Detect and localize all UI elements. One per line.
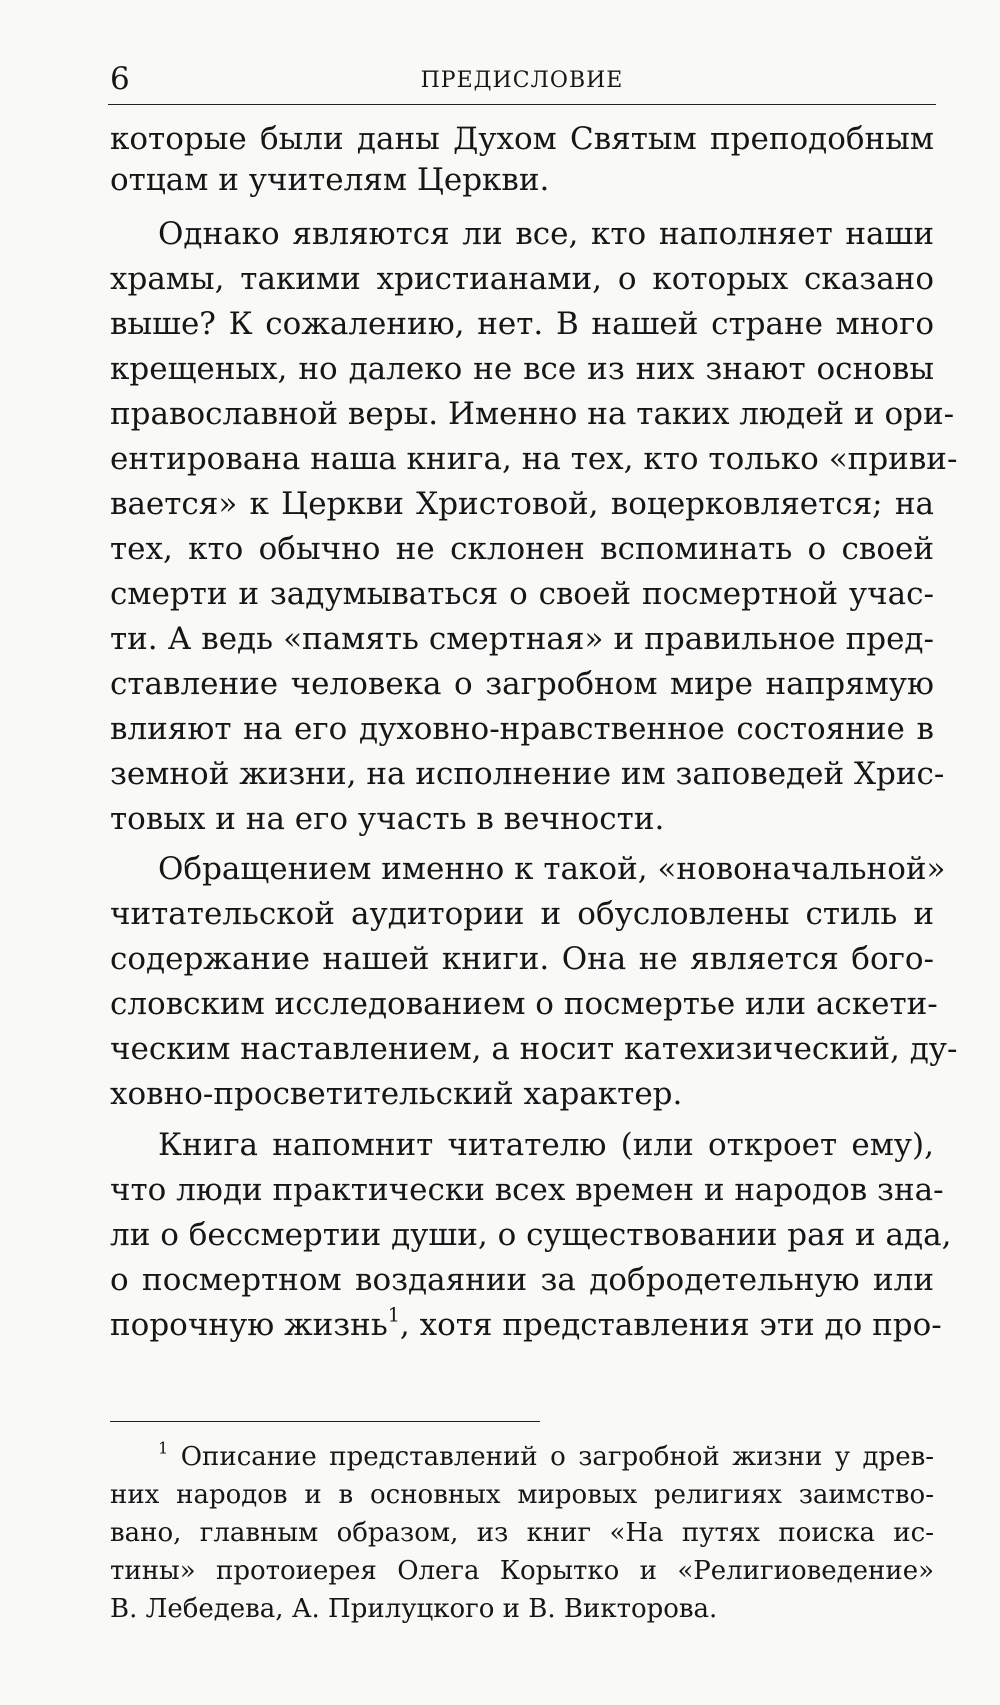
text-line: православной веры. Именно на таких людей и ори- bbox=[110, 396, 955, 432]
text-line: словским исследованием о посмертье или аскети- bbox=[110, 986, 938, 1022]
page-header bbox=[108, 62, 936, 105]
text-line: храмы, такими христианами, о которых сказано bbox=[110, 261, 934, 297]
text-line: вается» к Церкви Христовой, воцерковляется; на bbox=[110, 486, 934, 522]
text-line: Однако являются ли все, кто наполняет наши bbox=[158, 216, 934, 252]
text-line: ти. А ведь «память смертная» и правильное пред- bbox=[110, 621, 934, 657]
footnote-line: тины» протоиерея Олега Корытко и «Религиоведение» bbox=[110, 1556, 934, 1586]
text-line: отцам и учителям Церкви. bbox=[110, 162, 550, 198]
text-fragment: , хотя представления эти до про- bbox=[399, 1307, 942, 1343]
text-line: товых и на его участь в вечности. bbox=[110, 801, 665, 837]
footnote-reference: 1 bbox=[387, 1303, 400, 1327]
text-line: земной жизни, на исполнение им заповедей Хрис- bbox=[110, 756, 945, 792]
text-fragment: порочную жизнь bbox=[110, 1307, 388, 1343]
text-line: содержание нашей книги. Она не является бого- bbox=[110, 941, 934, 977]
text-line: которые были даны Духом Святым преподобным bbox=[110, 121, 934, 157]
footnote-number: 1 bbox=[158, 1438, 169, 1458]
text-line: тех, кто обычно не склонен вспоминать о своей bbox=[110, 531, 934, 567]
footnote-line: вано, главным образом, из книг «На путях поиска ис- bbox=[110, 1518, 934, 1548]
text-line: крещеных, но далеко не все из них знают основы bbox=[110, 351, 934, 387]
text-line: ентирована наша книга, на тех, кто только «приви- bbox=[110, 441, 958, 477]
text-line: Книга напомнит читателю (или откроет ему), bbox=[158, 1127, 934, 1163]
text-line: смерти и задумываться о своей посмертной учас- bbox=[110, 576, 934, 612]
footnote-line: них народов и в основных мировых религиях заимство- bbox=[110, 1480, 934, 1510]
text-line: ховно-просветительский характер. bbox=[110, 1076, 683, 1112]
text-line: Обращением именно к такой, «новоначальной» bbox=[158, 851, 946, 887]
footnote-line bbox=[158, 1440, 934, 1474]
text-line: ставление человека о загробном мире напрямую bbox=[110, 666, 934, 702]
text-line: влияют на его духовно-нравственное состояние в bbox=[110, 711, 934, 747]
text-line: о посмертном воздаянии за добродетельную или bbox=[110, 1262, 934, 1298]
text-line: читательской аудитории и обусловлены стиль и bbox=[110, 896, 934, 932]
footnote-text: Описание представлений о загробной жизни у древ- bbox=[180, 1442, 935, 1472]
page-number: 6 bbox=[110, 61, 130, 97]
footnote-line: В. Лебедева, А. Прилуцкого и В. Викторова. bbox=[110, 1594, 718, 1624]
footnote-separator bbox=[110, 1421, 540, 1422]
running-title: ПРЕДИСЛОВИЕ bbox=[420, 68, 624, 93]
text-line bbox=[110, 1303, 942, 1345]
text-line: ческим наставлением, а носит катехизический, ду- bbox=[110, 1031, 958, 1067]
text-line: ли о бессмертии души, о существовании рая и ада, bbox=[110, 1217, 952, 1253]
text-line: что люди практически всех времен и народов зна- bbox=[110, 1172, 944, 1208]
text-line: выше? К сожалению, нет. В нашей стране много bbox=[110, 306, 934, 342]
